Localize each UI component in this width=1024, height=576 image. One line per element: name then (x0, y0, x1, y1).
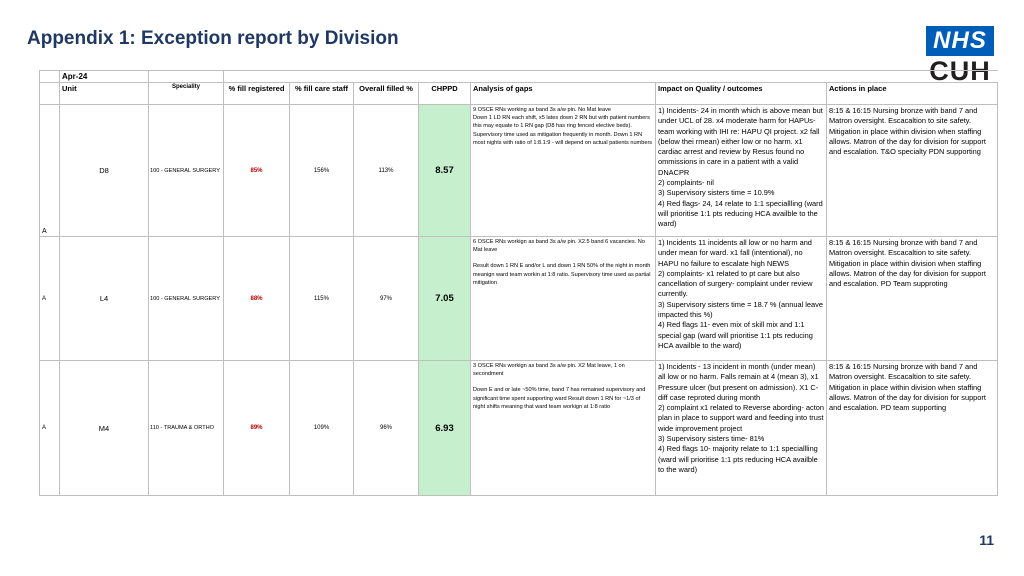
impact-item: 3) Supervisory sisters time = 10.9% (658, 188, 775, 198)
impact-item: 2) complaints- nil (658, 178, 714, 188)
row-chppd: 6.93 (419, 361, 471, 496)
row-analysis (471, 237, 656, 361)
row-unit: D8 (60, 105, 149, 237)
header-chppd: CHPPD (419, 83, 471, 105)
analysis-spacer (473, 378, 653, 386)
row-speciality: 100 - GENERAL SURGERY (149, 237, 224, 361)
row-chppd: 7.05 (419, 237, 471, 361)
impact-item: 1) Incidents 11 incidents all low or no harm and under mean for ward. x1 fall (intentional), no HAPU no failure to escalate high NEWS (658, 238, 812, 268)
analysis-para: Result down 1 RN E and/or L and down 1 RN 50% of the night in month meanign ward team workin at 1:8 ratio. Supervisory time used as partial mitigation (473, 263, 651, 286)
row-flag: A (40, 361, 60, 496)
impact-item: 1) Incidents- 24 in month which is above mean but under UCL of 28. x4 moderate harm for HAPUs- team working with IHI re: HAPU QI project. x2 fall (below thei rmean) either low or no harm. x1 cardiac arrest and review by Resus found no ommissions in care in a patient with a valid DNACPR (658, 106, 823, 177)
impact-item: 1) Incidents - 13 incident in month (under mean) all low or no harm. Falls remain at 4 (mean 3), x1 Pressure ulcer (but present on admission). X1 C-diff case reproted during month (658, 362, 819, 402)
month-row (40, 71, 998, 83)
row-unit: M4 (60, 361, 149, 496)
nhs-logo-text: NHS (926, 26, 994, 56)
table-row (40, 105, 998, 237)
row-analysis (471, 361, 656, 496)
table-row (40, 361, 998, 496)
impact-item: 2) complaint x1 related to Reverse abording- acton plan in place to support ward and feeding into trust wide improvement project (658, 403, 824, 433)
analysis-para: Down E and or late ~50% time, band 7 has remained supervisory and significant time spent supporting ward Result down 1 RN for ~1/3 of night shifts meaning that ward team workign at 1:8 ratio (473, 387, 646, 410)
table-row (40, 237, 998, 361)
row-actions: 8:15 & 16:15 Nursing bronze with band 7 and Matron oversight. Escacaltion to site safety. Mitigation in place within division when staffing allows. Matron of the day for division for support and escalation. T&O specialty PDN supporting (827, 105, 998, 237)
header-row (40, 83, 998, 105)
row-fill-registered: 85% (224, 105, 290, 237)
analysis-para: Down 1 LD RN each shift, x5 lates down 2 RN but with patient numbers this may equate to 1 RN gap (D8 has ring fenced elective beds). Supervisory time used as mitigation frequently in month. Down 1 RN most nights with ratio of 1:8.1:9 - will depend on actual patients numbers (473, 115, 653, 146)
row-actions: 8:15 & 16:15 Nursing bronze with band 7 and Matron oversight. Escacaltion to site safety. Mitigation in place within division when staffing allows. Matron of the day for division for support and escalation. PD Team supproting (827, 237, 998, 361)
page-title: Appendix 1: Exception report by Division (27, 28, 399, 49)
row-fill-registered: 89% (224, 361, 290, 496)
analysis-para: 9 OSCE RNs working as band 3s a/w pin. No Mat leave (473, 107, 612, 113)
row-unit: L4 (60, 237, 149, 361)
exception-report-table (39, 70, 998, 496)
row-flag: A (40, 237, 60, 361)
header-overall-filled: Overall filled % (354, 83, 419, 105)
row-impact (656, 361, 827, 496)
row-chppd: 8.57 (419, 105, 471, 237)
row-fill-care: 109% (290, 361, 354, 496)
row-actions: 8:15 & 16:15 Nursing bronze with band 7 and Matron oversight. Escacaltion to site safety. Mitigation in place within division when staffing allows. Matron of the day for division for support and escalation. PD team supporting (827, 361, 998, 496)
row-speciality: 100 - GENERAL SURGERY (149, 105, 224, 237)
row-fill-care: 156% (290, 105, 354, 237)
row-overall-filled: 113% (354, 105, 419, 237)
page-number: 11 (979, 532, 994, 548)
row-impact (656, 105, 827, 237)
report-month: Apr-24 (60, 71, 149, 83)
header-speciality: Speciality (149, 83, 224, 105)
impact-item: 4) Red flags- 24, 14 relate to 1:1 speciallling (ward will prioritise 1:1 pts reducing HCA availble to the ward) (658, 198, 823, 229)
analysis-para: 6 OSCE RNs workign as band 3s a/w pin. X2.5 band 6 vacancies. No Mat leave (473, 239, 645, 254)
row-fill-registered: 88% (224, 237, 290, 361)
row-impact (656, 237, 827, 361)
impact-item: 3) Supervisory sisters time- 81% (658, 434, 765, 444)
row-fill-care: 115% (290, 237, 354, 361)
row-flag: A (40, 105, 60, 237)
impact-item: 4) Red flags 10- majority relate to 1:1 speciallling (ward will prioritise 1:1 pts reducing HCA availble to the ward) (658, 444, 818, 474)
cuh-logo-text: CUH (929, 56, 991, 86)
header-impact: Impact on Quality / outcomes (656, 83, 827, 105)
header-fill-registered: % fill registered (224, 83, 290, 105)
impact-item: 3) Supervisory sisters time = 18.7 % (annual leave impacted this %) (658, 299, 823, 320)
impact-item: 2) complaints- x1 related to pt care but also cancellation of surgery- complaint under review currently. (658, 268, 813, 299)
header-fill-care: % fill care staff (290, 83, 354, 105)
row-speciality: 110 - TRAUMA & ORTHO (149, 361, 224, 496)
row-overall-filled: 96% (354, 361, 419, 496)
header-unit: Unit (60, 83, 149, 105)
header-actions: Actions in place (827, 83, 998, 105)
row-analysis (471, 105, 656, 237)
header-analysis: Analysis of gaps (471, 83, 656, 105)
row-overall-filled: 97% (354, 237, 419, 361)
impact-item: 4) Red flags 11- even mix of skill mix and 1:1 special gap (ward will prioritise 1:1 pts reducing HCA availble to the ward) (658, 320, 813, 350)
analysis-para: 3 OSCE RNs workign as band 3s a/w pin. X2 Mat leave, 1 on secondment (473, 363, 625, 378)
analysis-spacer (473, 254, 653, 262)
